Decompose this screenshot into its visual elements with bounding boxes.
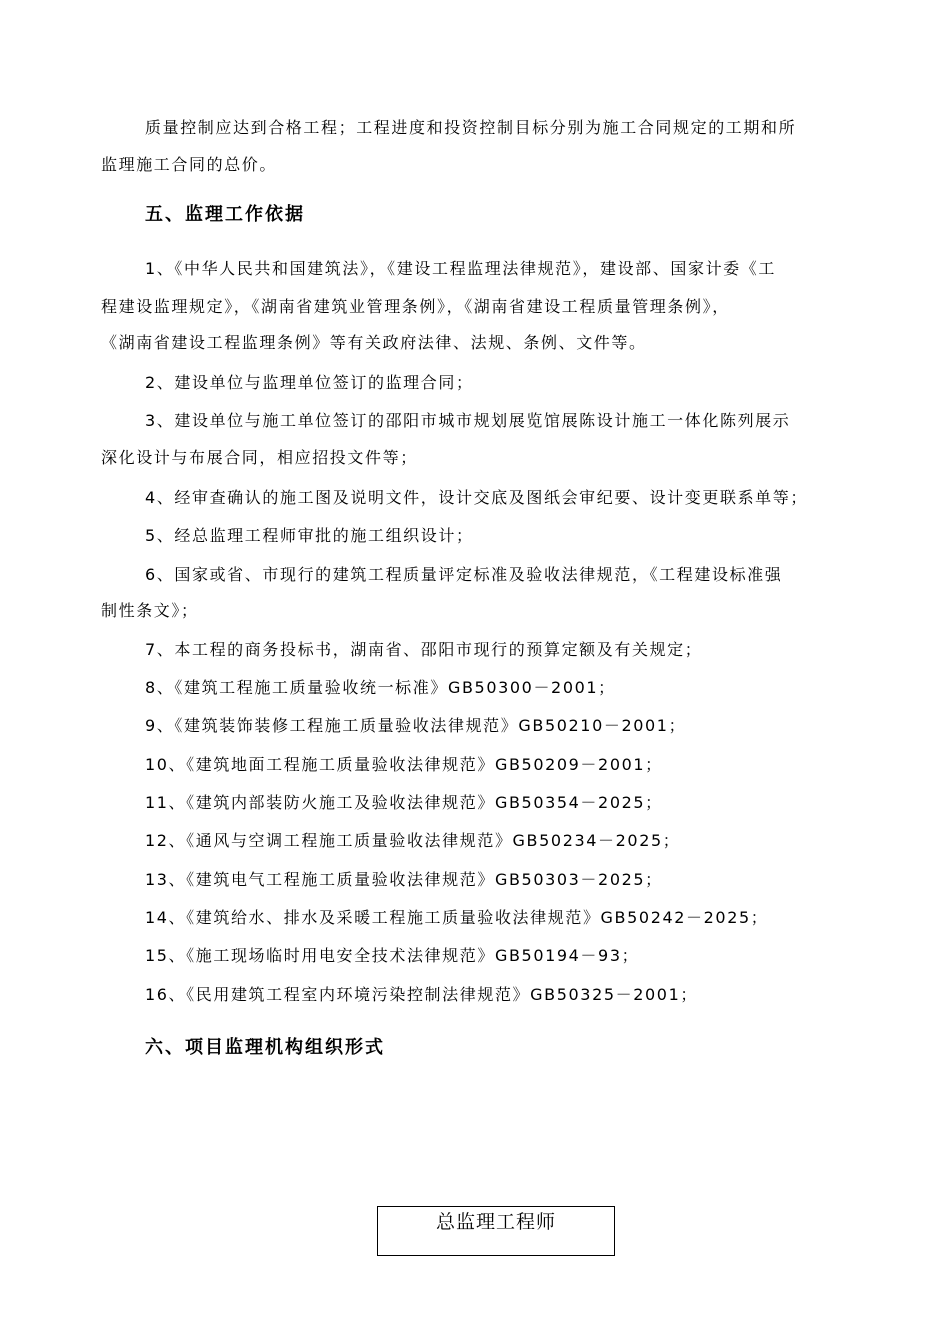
basis-item-14: 14、《建筑给水、排水及采暖工程施工质量验收法律规范》GB50242－2025； — [145, 908, 769, 927]
basis-item-8: 8、《建筑工程施工质量验收统一标准》GB50300－2001； — [145, 678, 616, 697]
basis-item-15: 15、《施工现场临时用电安全技术法律规范》GB50194－93； — [145, 946, 640, 965]
basis-item-16: 16、《民用建筑工程室内环境污染控制法律规范》GB50325－2001； — [145, 985, 698, 1004]
intro-line-2: 监理施工合同的总价。 — [101, 155, 278, 174]
section-5-heading: 五、监理工作依据 — [145, 204, 305, 225]
basis-item-4: 4、经审查确认的施工图及说明文件，设计交底及图纸会审纪要、设计变更联系单等； — [145, 488, 808, 507]
basis-item-10: 10、《建筑地面工程施工质量验收法律规范》GB50209－2001； — [145, 755, 663, 774]
basis-item-9: 9、《建筑装饰装修工程施工质量验收法律规范》GB50210－2001； — [145, 716, 687, 735]
basis-item-1-line-2: 程建设监理规定》，《湖南省建筑业管理条例》，《湖南省建设工程质量管理条例》， — [101, 297, 730, 316]
basis-item-1-line-1: 1、《中华人民共和国建筑法》，《建设工程监理法律规范》，建设部、国家计委《工 — [145, 259, 776, 278]
basis-item-7: 7、本工程的商务投标书，湖南省、邵阳市现行的预算定额及有关规定； — [145, 640, 703, 659]
org-chart-chief-supervisor-box — [377, 1206, 615, 1256]
basis-item-3-line-1: 3、建设单位与施工单位签订的邵阳市城市规划展览馆展陈设计施工一体化陈列展示 — [145, 411, 791, 430]
basis-item-1-line-3: 《湖南省建设工程监理条例》等有关政府法律、法规、条例、文件等。 — [101, 333, 647, 352]
basis-item-12: 12、《通风与空调工程施工质量验收法律规范》GB50234－2025； — [145, 831, 681, 850]
basis-item-3-line-2: 深化设计与布展合同，相应招投文件等； — [101, 448, 418, 467]
section-6-heading: 六、项目监理机构组织形式 — [145, 1037, 385, 1058]
intro-line-1: 质量控制应达到合格工程；工程进度和投资控制目标分别为施工合同规定的工期和所 — [145, 118, 797, 137]
org-chart-chief-supervisor-label: 总监理工程师 — [435, 1211, 556, 1233]
basis-item-13: 13、《建筑电气工程施工质量验收法律规范》GB50303－2025； — [145, 870, 663, 889]
basis-item-6-line-1: 6、国家或省、市现行的建筑工程质量评定标准及验收法律规范，《工程建设标准强 — [145, 565, 783, 584]
basis-item-6-line-2: 制性条文》； — [101, 601, 199, 620]
basis-item-2: 2、建设单位与监理单位签订的监理合同； — [145, 373, 474, 392]
basis-item-5: 5、经总监理工程师审批的施工组织设计； — [145, 526, 474, 545]
basis-item-11: 11、《建筑内部装防火施工及验收法律规范》GB50354－2025； — [145, 793, 663, 812]
